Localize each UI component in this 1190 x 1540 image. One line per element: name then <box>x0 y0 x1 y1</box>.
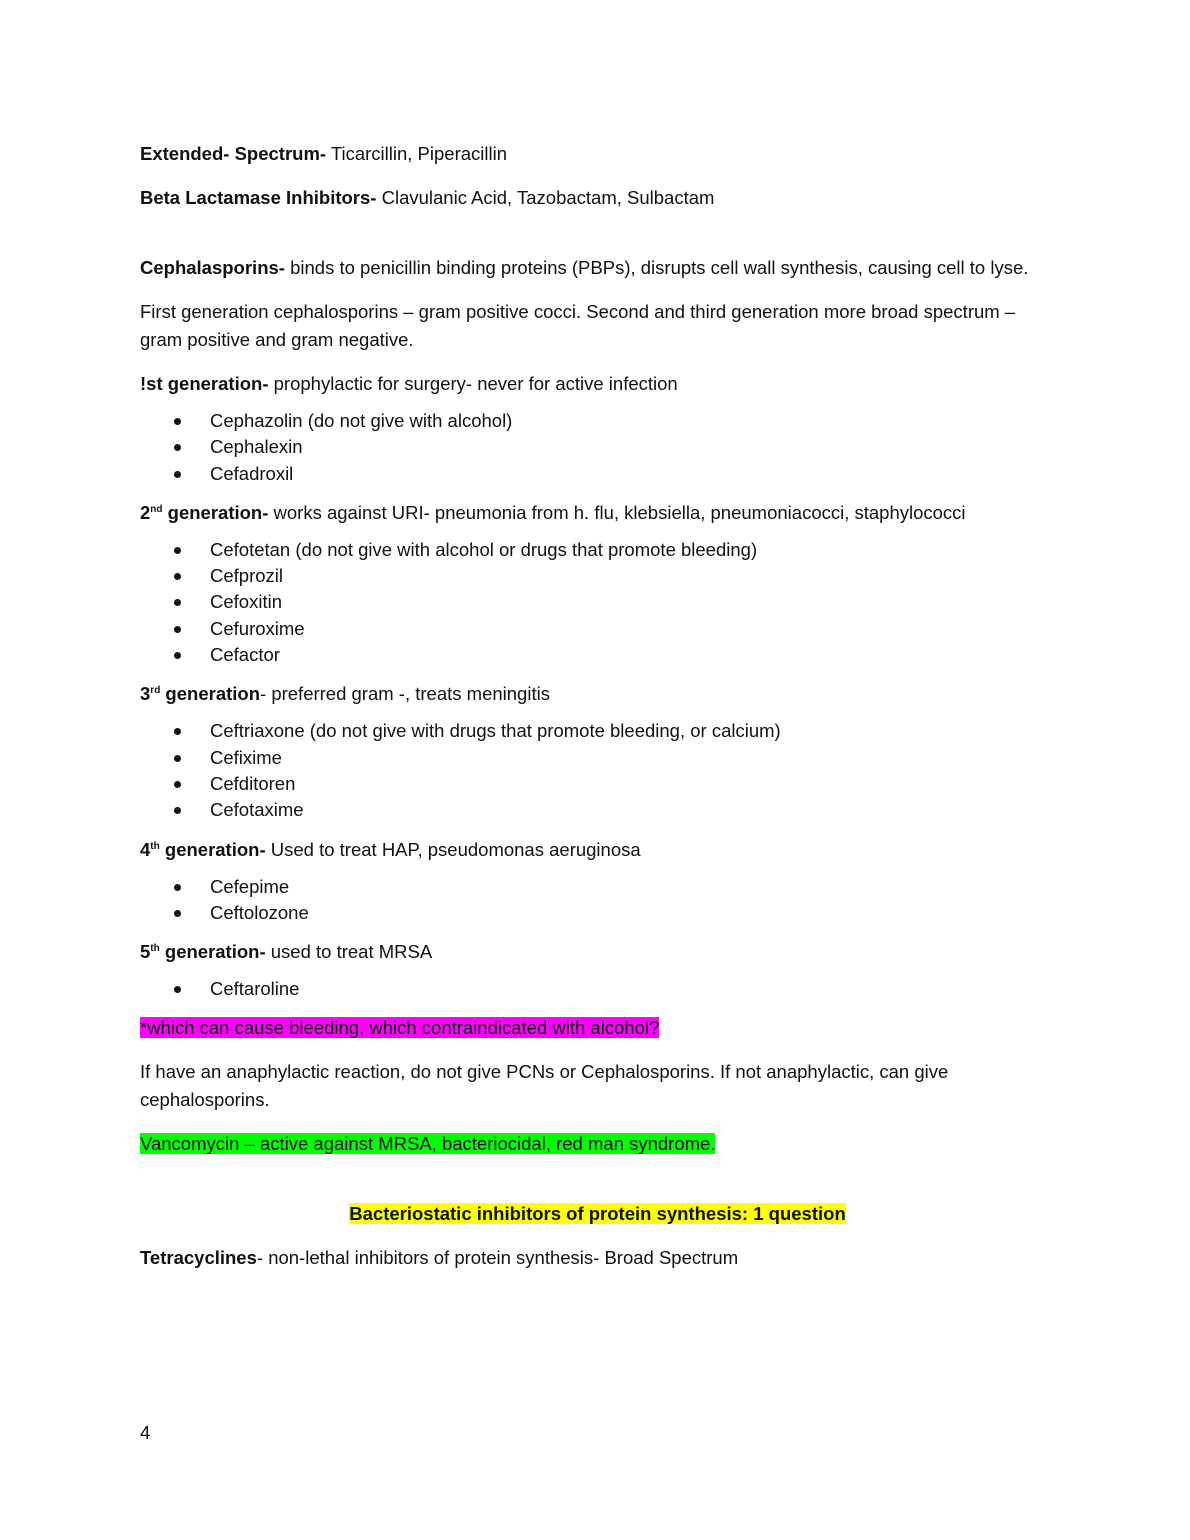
gen1-label: !st generation- <box>140 373 269 394</box>
question-note-highlight: *which can cause bleeding, which contraindicated with alcohol? <box>140 1017 660 1039</box>
tetracyclines-text: - non-lethal inhibitors of protein synthesis- Broad Spectrum <box>256 1247 739 1269</box>
gen5-heading <box>140 938 1055 966</box>
generations-overview: First generation cephalosporins – gram positive cocci. Second and third generation more broad spectrum – gram positive and gram negative. <box>140 301 1016 350</box>
gen5-text: used to treat MRSA <box>265 941 433 963</box>
beta-lactamase-line <box>140 184 1055 212</box>
list-item: Cefactor <box>140 642 1055 668</box>
bacteriostatic-heading-text: Bacteriostatic inhibitors of protein synthesis: 1 question <box>349 1203 846 1225</box>
list-item: Cefotaxime <box>140 797 1055 823</box>
list-item: Cefditoren <box>140 771 1055 797</box>
gen3-text: - preferred gram -, treats meningitis <box>260 683 550 705</box>
gen4-text: Used to treat HAP, pseudomonas aeruginosa <box>265 838 641 860</box>
gen4-heading <box>140 836 1055 864</box>
gen4-num: 4 <box>140 838 151 860</box>
extended-spectrum-line <box>140 140 1055 168</box>
list-item: Cefixime <box>140 745 1055 771</box>
gen4-drug-list <box>140 874 1055 927</box>
gen1-text: prophylactic for surgery- never for active infection <box>268 373 678 394</box>
extended-spectrum-label: Extended- Spectrum- <box>140 143 327 164</box>
gen3-heading <box>140 680 1055 708</box>
list-item: Ceftaroline <box>140 976 1055 1002</box>
gen1-drug-list <box>140 408 1055 487</box>
list-item: Cefepime <box>140 874 1055 900</box>
gen3-num: 3 <box>140 683 151 705</box>
gen3-drug-list <box>140 718 1055 823</box>
question-note <box>140 1014 1055 1042</box>
list-item: Ceftolozone <box>140 900 1055 926</box>
vancomycin-highlight: Vancomycin – active against MRSA, bacteriocidal, red man syndrome. <box>140 1133 716 1155</box>
list-item: Ceftriaxone (do not give with drugs that promote bleeding, or calcium) <box>140 718 1055 744</box>
gen4-label: generation- <box>159 838 266 860</box>
list-item: Cefoxitin <box>140 589 1055 615</box>
gen2-sup: nd <box>150 503 163 515</box>
list-item: Cefuroxime <box>140 616 1055 642</box>
gen5-drug-list <box>140 976 1055 1002</box>
gen2-label: generation- <box>162 501 269 523</box>
cephalosporins-label: Cephalasporins- <box>140 257 285 278</box>
gen5-sup: th <box>150 943 160 955</box>
gen2-num: 2 <box>140 501 151 523</box>
beta-lactamase-label: Beta Lactamase Inhibitors- <box>140 187 377 208</box>
gen2-drug-list <box>140 537 1055 668</box>
list-item: Cephalexin <box>140 434 1055 460</box>
tetracyclines-label: Tetracyclines <box>140 1247 257 1269</box>
gen2-text: works against URI- pneumonia from h. flu, klebsiella, pneumoniacocci, staphylococci <box>268 501 966 523</box>
list-item: Cefprozil <box>140 563 1055 589</box>
gen3-label: generation <box>160 683 261 705</box>
gen5-num: 5 <box>140 941 151 963</box>
gen1-heading <box>140 370 1055 398</box>
extended-spectrum-text: Ticarcillin, Piperacillin <box>326 143 508 164</box>
list-item: Cefadroxil <box>140 461 1055 487</box>
gen4-sup: th <box>150 840 160 852</box>
bacteriostatic-heading <box>140 1200 1055 1228</box>
allergy-note: If have an anaphylactic reaction, do not give PCNs or Cephalosporins. If not anaphylactic, can give cephalosporins. <box>140 1061 949 1111</box>
cephalosporins-intro <box>140 254 1055 282</box>
spacer <box>140 228 1055 254</box>
gen2-heading <box>140 499 1055 527</box>
list-item: Cefotetan (do not give with alcohol or drugs that promote bleeding) <box>140 537 1055 563</box>
vancomycin-note <box>140 1130 1055 1158</box>
list-item: Cephazolin (do not give with alcohol) <box>140 408 1055 434</box>
page-content <box>140 140 1055 1288</box>
gen3-sup: rd <box>150 685 161 697</box>
spacer <box>140 1174 1055 1200</box>
tetracyclines-line <box>140 1244 1055 1272</box>
cephalosporins-intro-text: binds to penicillin binding proteins (PBPs), disrupts cell wall synthesis, causing cell to lyse. <box>284 257 1029 278</box>
gen5-label: generation- <box>159 941 266 963</box>
page-number: 4 <box>140 1422 151 1443</box>
beta-lactamase-text: Clavulanic Acid, Tazobactam, Sulbactam <box>376 187 715 208</box>
